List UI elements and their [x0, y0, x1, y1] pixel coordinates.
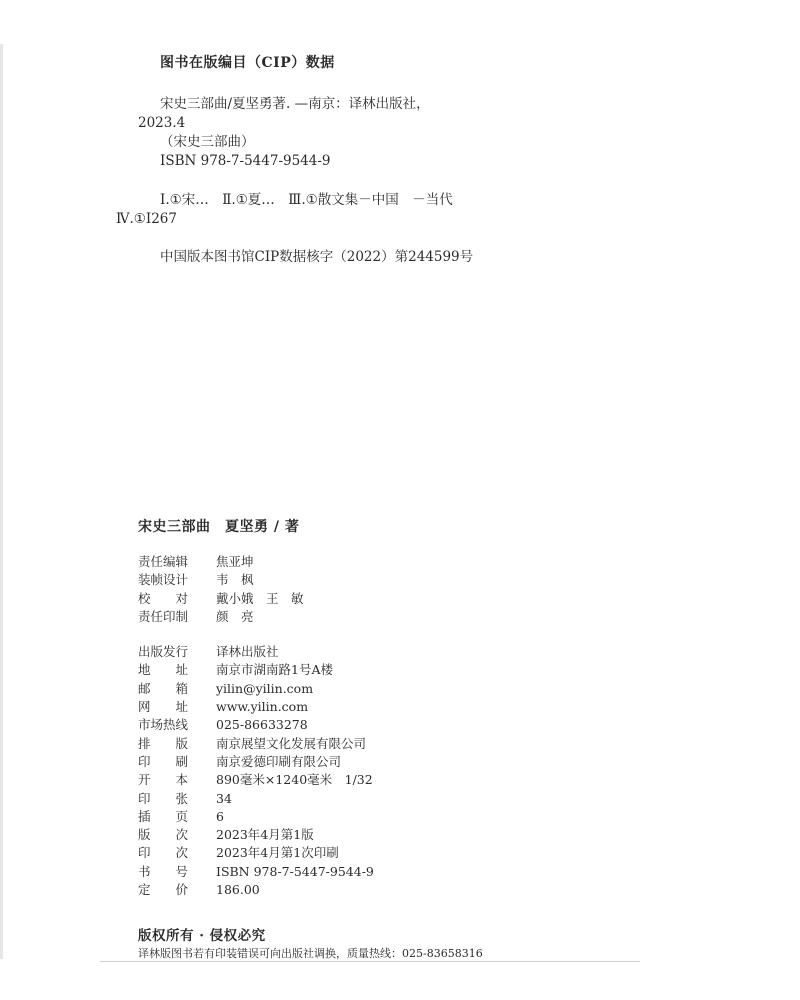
staff-label: 责任印制: [138, 608, 189, 624]
publication-value: 890毫米×1240毫米 1/32: [216, 772, 373, 788]
cip-date-line: 2023.4: [138, 115, 186, 131]
cip-heading: 图书在版编目（CIP）数据: [160, 55, 335, 71]
staff-value: 戴小娥 王 敏: [216, 590, 304, 606]
publication-row: [138, 863, 374, 881]
staff-row: [138, 590, 374, 608]
publication-label: 版 次: [138, 827, 189, 843]
publication-label: 印 刷: [138, 753, 189, 769]
publication-value: 南京市湖南路1号A楼: [216, 662, 333, 678]
publication-value: 025-86633278: [216, 717, 308, 733]
credits-block: [138, 553, 374, 899]
publication-label: 插 页: [138, 808, 189, 824]
publication-label: 书 号: [138, 863, 189, 879]
publication-row: [138, 808, 374, 826]
publication-row: [138, 698, 374, 716]
publication-value: 34: [216, 790, 232, 806]
staff-label: 责任编辑: [138, 554, 189, 569]
publication-label: 排 版: [138, 735, 189, 751]
publication-label: 定 价: [138, 882, 189, 898]
quality-notice: 译林版图书若有印装错误可向出版社调换，质量热线：025-83658316: [138, 947, 483, 960]
staff-row: [138, 571, 374, 589]
publication-row: [138, 643, 374, 661]
publication-value: yilin@yilin.com: [216, 680, 314, 696]
staff-value: 焦亚坤: [216, 554, 254, 569]
bottom-divider: [100, 961, 640, 962]
publication-row: [138, 881, 374, 899]
publication-label: 出版发行: [138, 644, 189, 660]
cip-series-line: （宋史三部曲）: [160, 134, 255, 150]
publication-row: [138, 661, 374, 679]
publication-label: 市场热线: [138, 717, 189, 733]
publication-value: 6: [216, 808, 224, 824]
publication-row: [138, 826, 374, 844]
staff-row: [138, 553, 374, 571]
publication-label: 网 址: [138, 699, 189, 715]
publication-value: 186.00: [216, 882, 260, 898]
publication-value: www.yilin.com: [216, 699, 309, 715]
rights-statement: 版权所有 · 侵权必究: [138, 928, 266, 944]
cip-record-number: 中国版本图书馆CIP数据核字（2022）第244599号: [160, 249, 474, 265]
publication-label: 印 次: [138, 845, 189, 861]
staff-value: 颜 亮: [216, 608, 254, 624]
publication-row: [138, 753, 374, 771]
publication-label: 地 址: [138, 662, 189, 678]
publication-row: [138, 716, 374, 734]
publication-row: [138, 735, 374, 753]
staff-label: 装帧设计: [138, 572, 189, 588]
publication-row: [138, 680, 374, 698]
cip-title-line: 宋史三部曲/夏坚勇著. —南京：译林出版社，: [160, 96, 430, 112]
cip-clc-line: Ⅳ.①I267: [116, 211, 177, 227]
publication-row: [138, 790, 374, 808]
section-gap: [138, 626, 374, 643]
cip-isbn-line: ISBN 978-7-5447-9544-9: [160, 153, 331, 169]
publication-value: 2023年4月第1次印刷: [216, 845, 339, 861]
publication-label: 印 张: [138, 790, 189, 806]
staff-row: [138, 608, 374, 626]
publication-row: [138, 771, 374, 789]
staff-value: 韦 枫: [216, 572, 254, 588]
cip-classification-line: Ⅰ.①宋… Ⅱ.①夏… Ⅲ.①散文集－中国 －当代: [160, 192, 453, 208]
publication-value: ISBN 978-7-5447-9544-9: [216, 863, 374, 879]
publication-value: 南京展望文化发展有限公司: [216, 735, 367, 751]
publication-label: 开 本: [138, 772, 189, 788]
book-title: 宋史三部曲 夏坚勇 / 著: [138, 519, 300, 535]
publication-value: 南京爱德印刷有限公司: [216, 753, 342, 769]
publication-label: 邮 箱: [138, 680, 189, 696]
staff-label: 校 对: [138, 590, 189, 606]
publication-value: 2023年4月第1版: [216, 827, 314, 843]
publication-value: 译林出版社: [216, 644, 279, 660]
publication-row: [138, 844, 374, 862]
